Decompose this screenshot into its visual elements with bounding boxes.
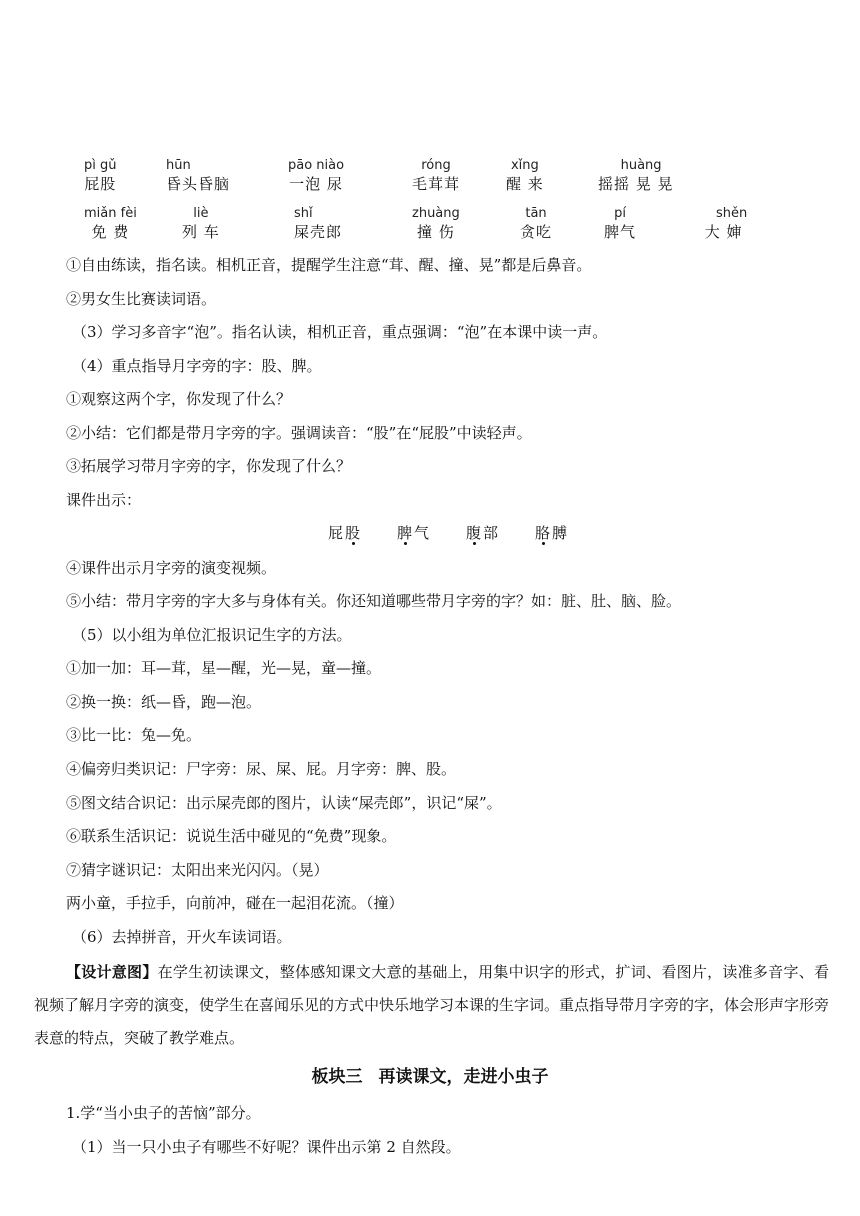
section-heading (0, 1063, 860, 1091)
pinyin: miǎn fèi (84, 206, 137, 221)
pinyin: huàng (620, 158, 662, 173)
hanzi: 屎壳郎 (294, 223, 343, 241)
emphasis-char: 脾 (397, 524, 415, 542)
emphasis-char: 腹 (466, 524, 484, 542)
vocab-item (288, 158, 344, 194)
pinyin: zhuàng (412, 206, 460, 221)
vocab-row-1 (0, 158, 860, 202)
text-line: 两小童，手拉手，向前冲，碰在一起泪花流。（撞） (66, 894, 404, 912)
text-line: （3）学习多音字“泡”。指名认读，相机正音，重点强调：“泡”在本课中读一声。 (72, 323, 608, 341)
hanzi: 毛茸茸 (412, 175, 461, 193)
section-part: 板块三 (311, 1067, 363, 1087)
vocab-item (520, 206, 552, 242)
pinyin: liè (193, 206, 209, 221)
hanzi: 免 费 (91, 223, 130, 241)
pinyin: shǐ (294, 206, 313, 221)
text-line: ⑤小结：带月字旁的字大多与身体有关。你还知道哪些带月字旁的字？如：脏、肚、脑、脸。 (66, 592, 682, 610)
hanzi: 一泡 尿 (289, 175, 343, 193)
text-line: ⑤图文结合识记：出示屎壳郎的图片，认读“屎壳郎”，识记“屎”。 (66, 794, 502, 812)
display-word: 胳膊 (535, 524, 570, 542)
text-line: ⑦猜字谜识记：太阳出来光闪闪。（晃） (66, 861, 329, 879)
display-word: 腹部 (466, 524, 501, 542)
vocab-item (598, 158, 674, 194)
hanzi: 撞 伤 (416, 223, 455, 241)
text-line: ③拓展学习带月字旁的字，你发现了什么？ (66, 457, 352, 475)
text-line: 1.学“当小虫子的苦恼”部分。 (66, 1104, 261, 1122)
hanzi: 脾气 (604, 223, 637, 241)
vocab-item (506, 158, 544, 194)
text-line: ①观察这两个字，你发现了什么？ (66, 390, 292, 408)
hanzi: 昏头昏脑 (166, 175, 231, 193)
vocab-item (84, 206, 137, 242)
text-line: （5）以小组为单位汇报识记生字的方法。 (72, 626, 352, 644)
pinyin: hūn (166, 158, 191, 173)
vocab-item (166, 158, 230, 194)
vocab-item (604, 206, 636, 242)
display-word: 脾气 (397, 524, 432, 542)
text-line: ④课件出示月字旁的演变视频。 (66, 559, 277, 577)
design-intent-text: 在学生初读课文，整体感知课文大意的基础上，用集中识字的形式，扩词、看图片，读准多音字、看视频了解月字旁的演变，使学生在喜闻乐见的方式中快乐地学习本课的生字词。重点指导带月字旁的字，体会形声字形旁表意的特点，突破了教学难点。 (34, 963, 830, 1047)
text-line: ①加一加：耳—茸，星—醒，光—晃，童—撞。 (66, 659, 382, 677)
design-intent-paragraph (34, 956, 829, 1055)
text-line: （1）当一只小虫子有哪些不好呢？课件出示第 2 自然段。 (72, 1138, 461, 1156)
courseware-words (0, 522, 860, 548)
pinyin: róng (421, 158, 451, 173)
text-line: （6）去掉拼音，开火车读词语。 (72, 928, 292, 946)
text-line: （4）重点指导月字旁的字：股、脾。 (72, 357, 322, 375)
pinyin: pì gǔ (84, 158, 117, 173)
hanzi: 大 婶 (704, 223, 743, 241)
vocab-row-2 (0, 206, 860, 250)
hanzi: 贪吃 (520, 223, 553, 241)
text-line: 课件出示： (66, 491, 142, 509)
section-title: 再读课文，走进小虫子 (378, 1067, 549, 1087)
hanzi: 屁股 (84, 175, 117, 193)
pinyin: xǐng (510, 158, 539, 173)
vocab-item (182, 206, 220, 242)
hanzi: 醒 来 (506, 175, 544, 193)
text-line: ②换一换：纸—昏，跑—泡。 (66, 693, 262, 711)
vocab-item (294, 206, 342, 242)
hanzi: 摇摇 晃 晃 (598, 175, 674, 193)
vocab-item (700, 206, 747, 242)
text-line: ④偏旁归类识记：尸字旁：尿、屎、屁。月字旁：脾、股。 (66, 760, 457, 778)
vocab-item (412, 158, 460, 194)
text-line: ①自由练读，指名读。相机正音，提醒学生注意“茸、醒、撞、晃”都是后鼻音。 (66, 256, 592, 274)
vocab-item (84, 158, 117, 194)
pinyin: pāo niào (288, 158, 345, 173)
display-word: 屁股 (328, 524, 363, 542)
emphasis-char: 股 (345, 524, 363, 542)
pinyin: shěn (716, 206, 748, 221)
text-line: ③比一比：兔—免。 (66, 726, 202, 744)
pinyin: tān (525, 206, 547, 221)
pinyin: pí (614, 206, 626, 221)
design-intent-tag: 【设计意图】 (66, 963, 158, 981)
vocab-item (412, 206, 460, 242)
text-line: ⑥联系生活识记：说说生活中碰见的“免费”现象。 (66, 827, 397, 845)
text-line: ②小结：它们都是带月字旁的字。强调读音：“股”在“屁股”中读轻声。 (66, 424, 532, 442)
emphasis-char: 胳 (535, 524, 553, 542)
text-line: ②男女生比赛读词语。 (66, 290, 217, 308)
hanzi: 列 车 (182, 223, 220, 241)
